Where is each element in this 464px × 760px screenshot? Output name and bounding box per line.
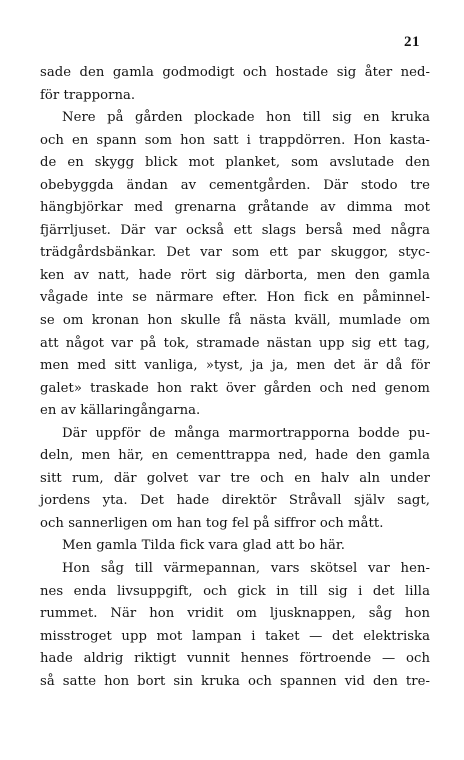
text-line: de en skygg blick mot planket, som avslutade den: [40, 155, 430, 171]
text-line: hade aldrig riktigt vunnit hennes förtroende — och: [40, 651, 430, 667]
text-line: och en spann som hon satt i trappdörren. Hon kasta-: [40, 132, 430, 148]
text-line: men med sitt vanliga, »tyst, ja ja, men det är då för: [40, 358, 430, 374]
text-line: deln, men här, en cementtrappa ned, hade den gamla: [40, 448, 430, 464]
text-line: en av källaringångarna.: [40, 403, 201, 419]
text-line: se om kronan hon skulle få nästa kväll, mumlade om: [40, 313, 430, 329]
text-line: sade den gamla godmodigt och hostade sig åter ned-: [40, 65, 430, 80]
text-line: trädgårdsbänkar. Det var som ett par skuggor, styc-: [40, 245, 430, 261]
text-line: jordens yta. Det hade direktör Stråvall själv sagt,: [40, 493, 430, 509]
text-line: och sannerligen om han tog fel på siffror och mått.: [40, 515, 384, 531]
text-line: ken av natt, hade rört sig därborta, men den gamla: [40, 267, 430, 283]
text-line: rummet. När hon vridit om ljusknappen, såg hon: [40, 606, 430, 622]
text-line: för trapporna.: [40, 87, 136, 103]
text-line: vågade inte se närmare efter. Hon fick en påminnel-: [40, 290, 430, 306]
page-number: 21: [404, 34, 420, 50]
text-line: Men gamla Tilda fick vara glad att bo här.: [62, 538, 346, 554]
text-line: sitt rum, där golvet var tre och en halv aln under: [40, 470, 430, 486]
text-line: galet» traskade hon rakt över gården och ned genom: [40, 380, 430, 396]
text-line: nes enda livsuppgift, och gick in till sig i det lilla: [40, 583, 430, 599]
text-line: Nere på gården plockade hon till sig en kruka: [62, 110, 430, 126]
body-text: [40, 62, 430, 693]
text-line: fjärrljuset. Där var också ett slags berså med några: [40, 222, 430, 238]
text-line: hängbjörkar med grenarna gråtande av dimma mot: [40, 200, 430, 216]
text-line: att något var på tok, stramade nästan upp sig ett tag,: [40, 335, 430, 351]
text-line: misstroget upp mot lampan i taket — det elektriska: [40, 628, 430, 644]
text-line: så satte hon bort sin kruka och spannen vid den tre-: [40, 673, 430, 689]
text-line: Där uppför de många marmortrapporna bodde pu-: [62, 425, 430, 441]
text-line: obebyggda ändan av cementgården. Där stodo tre: [40, 177, 430, 193]
text-line: Hon såg till värmepannan, vars skötsel var hen-: [62, 561, 430, 577]
